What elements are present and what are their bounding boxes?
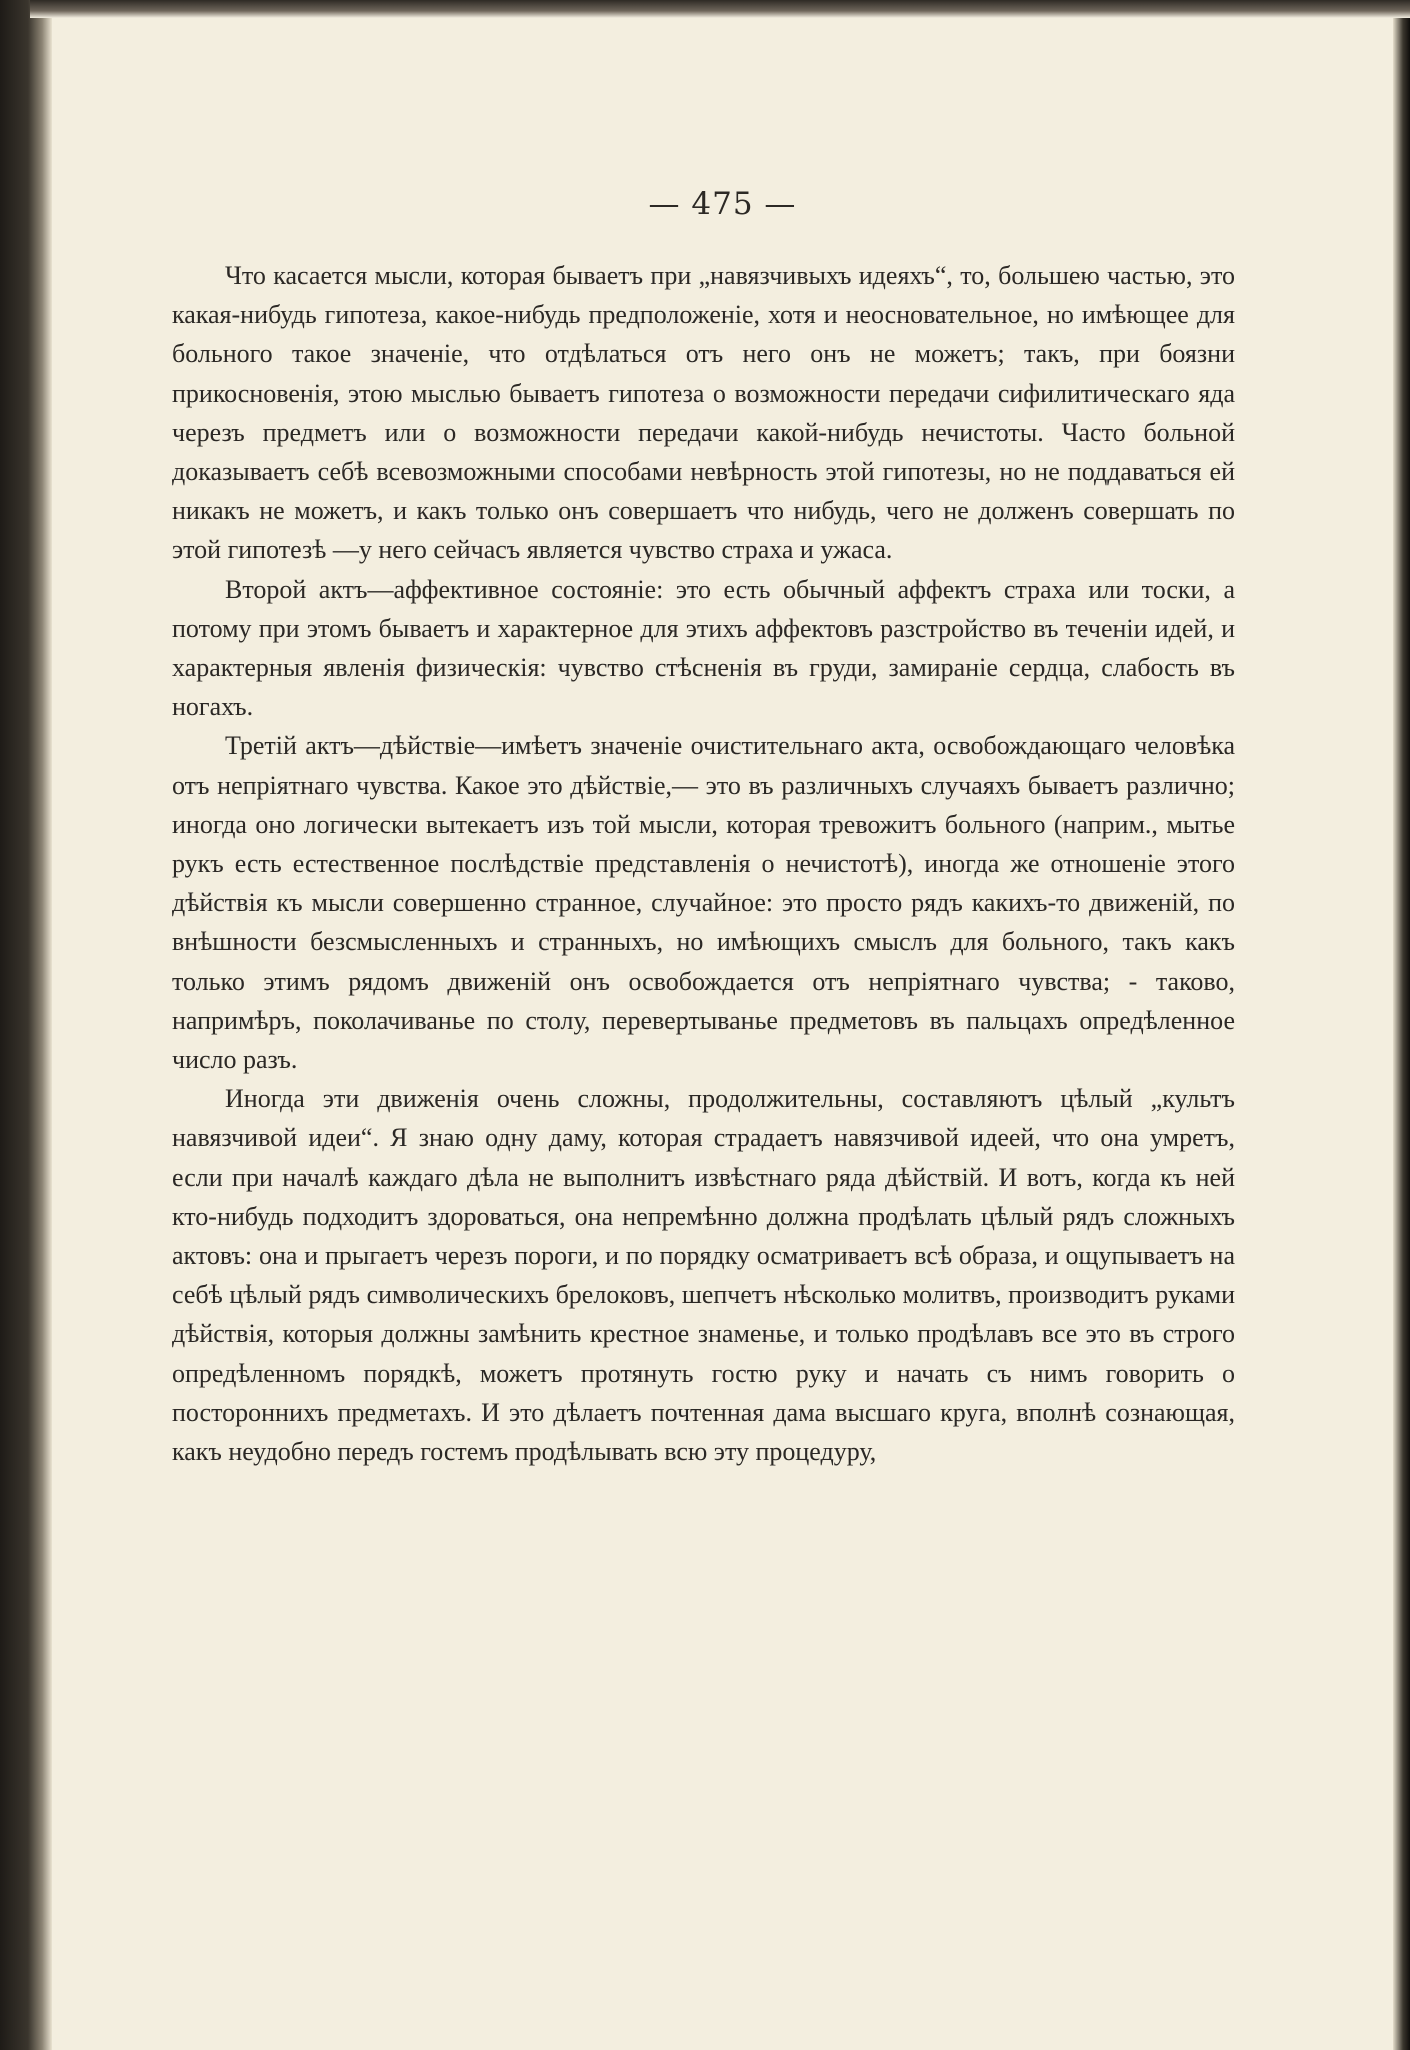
body-text xyxy=(172,256,1235,1471)
paper-sheet xyxy=(52,18,1393,2050)
paragraph: Иногда эти движенiя очень сложны, продолжительны, составляютъ цѣлый „культъ навязчивой идеи“. Я знаю одну даму, которая страдаетъ навязчивой идеей, что она умретъ, если при началѣ каждаго дѣла не выполнитъ извѣстнаго ряда дѣйствiй. И вотъ, когда къ ней кто-нибудь подходитъ здороваться, она непремѣнно должна продѣлать цѣлый рядъ сложныхъ актовъ: она и прыгаетъ черезъ пороги, и по порядку осматриваетъ всѣ образа, и ощупываетъ на себѣ цѣлый рядъ символическихъ брелоковъ, шепчетъ нѣсколько молитвъ, производитъ руками дѣйствiя, которыя должны замѣнить крестное знаменье, и только продѣлавъ все это въ строго опредѣленномъ порядкѣ, можетъ протянуть гостю руку и начать съ нимъ говорить о постороннихъ предметахъ. И это дѣлаетъ почтенная дама высшаго круга, вполнѣ сознающая, какъ неудобно передъ гостемъ продѣлывать всю эту процедуру, xyxy=(172,1084,1235,1467)
page-number: — 475 — xyxy=(648,186,797,222)
page-edge-shadow xyxy=(1393,0,1410,2050)
paragraph: Второй актъ—аффективное состоянiе: это есть обычный аффектъ страха или тоски, а потому при этомъ бываетъ и характерное для этихъ аффектовъ разстройство въ теченiи идей, и характерныя явленiя физическiя: чувство стѣсненiя въ груди, замиранiе сердца, слабость въ ногахъ. xyxy=(172,574,1235,722)
book-binding-shadow xyxy=(0,0,52,2050)
top-scan-edge xyxy=(30,0,1410,18)
paragraph: Что касается мысли, которая бываетъ при „навязчивыхъ идеяхъ“, то, большею частью, это какая-нибудь гипотеза, какое-нибудь предположенiе, хотя и неосновательное, но имѣющее для больного такое значенiе, что отдѣлаться отъ него онъ не можетъ; такъ, при боязни прикосновенiя, этою мыслью бываетъ гипотеза о возможности передачи сифилитическаго яда черезъ предметъ или о возможности передачи какой-нибудь нечистоты. Часто больной доказываетъ себѣ всевозможными способами невѣрность этой гипотезы, но не поддаваться ей никакъ не можетъ, и какъ только онъ совершаетъ что нибудь, чего не долженъ совершать по этой гипотезѣ —у него сейчасъ является чувство страха и ужаса. xyxy=(172,261,1235,565)
paragraph: Третiй актъ—дѣйствiе—имѣетъ значенiе очистительнаго акта, освобождающаго человѣка отъ непрiятнаго чувства. Какое это дѣйствiе,— это въ различныхъ случаяхъ бываетъ различно; иногда оно логически вытекаетъ изъ той мысли, которая тревожитъ больного (наприм., мытье рукъ есть естественное послѣдствiе представленiя о нечистотѣ), иногда же отношенiе этого дѣйствiя къ мысли совершенно странное, случайное: это просто рядъ какихъ-то движенiй, по внѣшности безсмысленныхъ и странныхъ, но имѣющихъ смыслъ для больного, такъ какъ только этимъ рядомъ движенiй онъ освобождается отъ непрiятнаго чувства; - таково, напримѣръ, поколачиванье по столу, перевертыванье предметовъ въ пальцахъ опредѣленное число разъ. xyxy=(172,731,1235,1075)
